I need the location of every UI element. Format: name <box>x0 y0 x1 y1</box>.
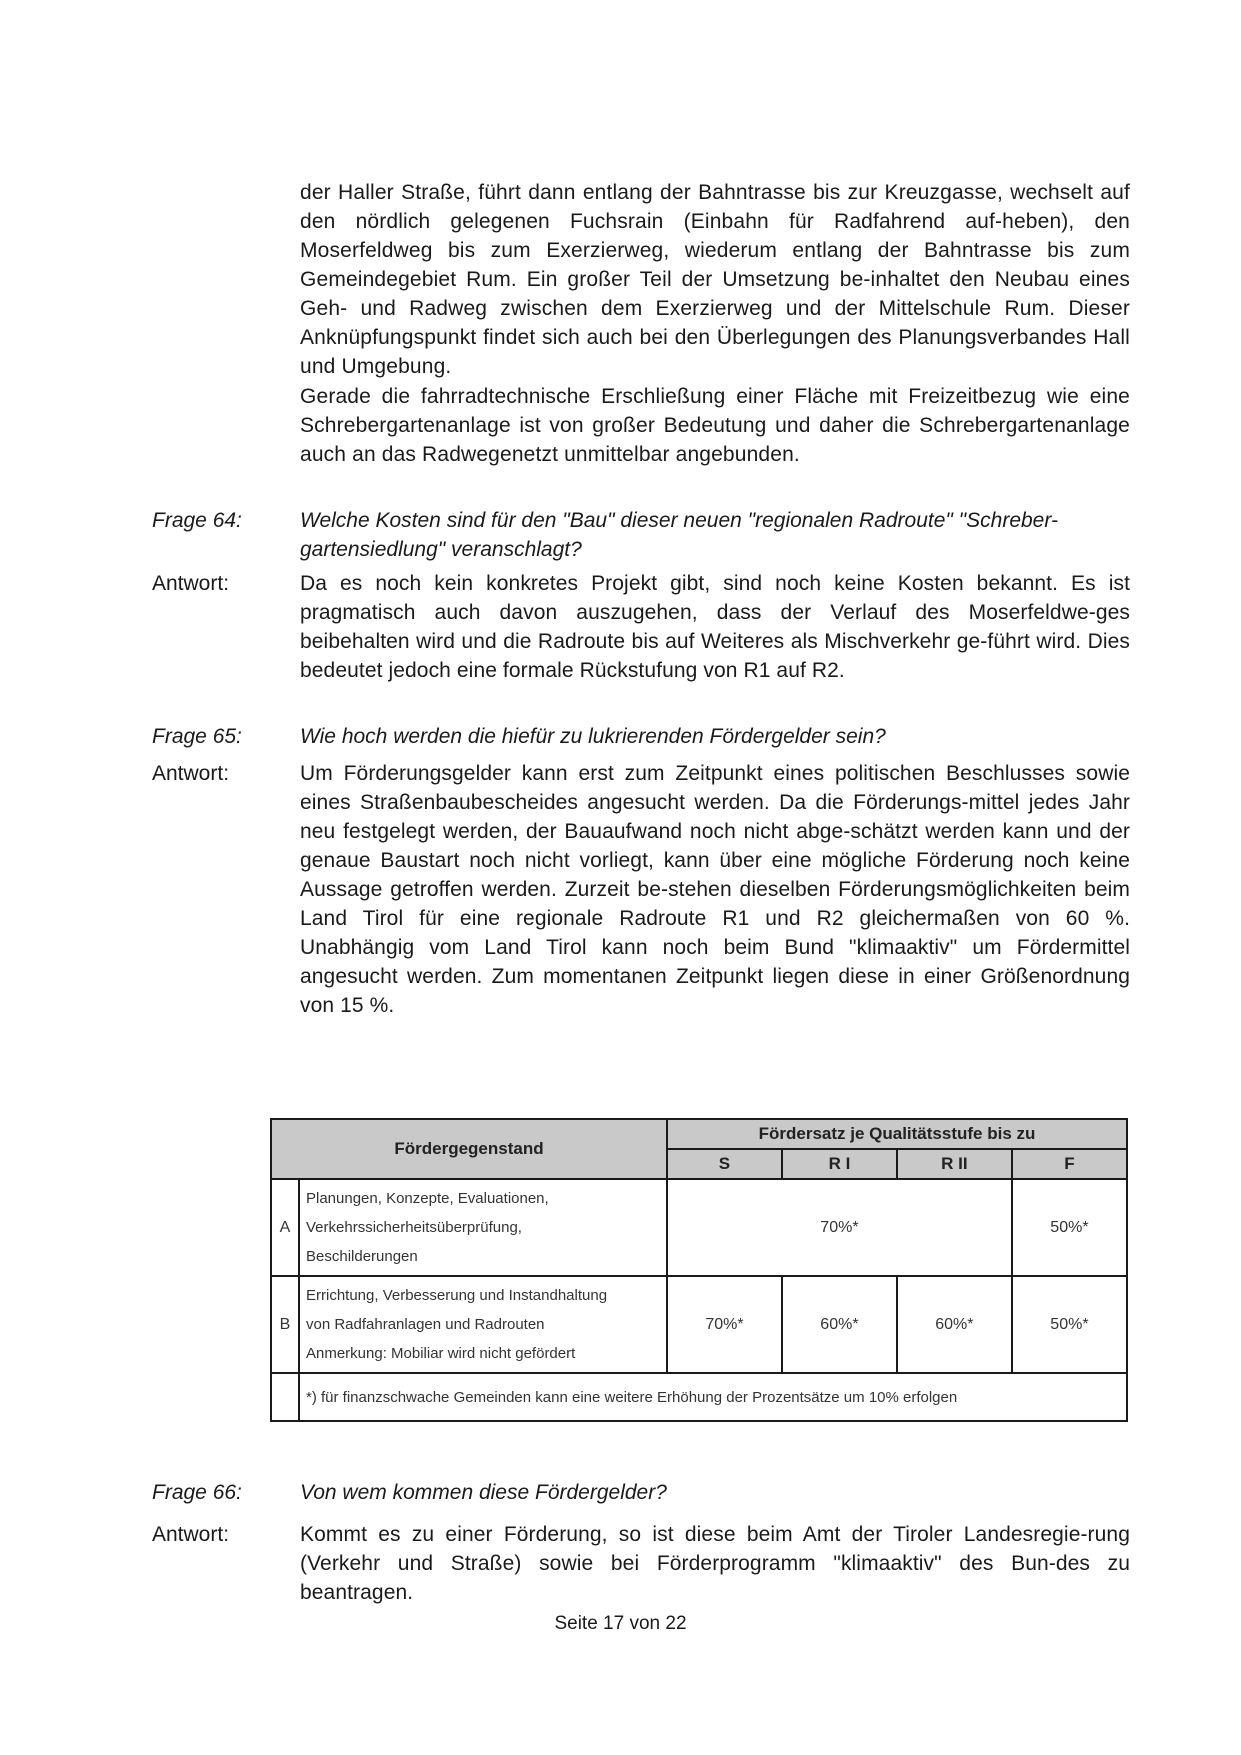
rate-s-r1-r2: 70%* <box>667 1179 1012 1276</box>
answer-label-66: Antwort: <box>152 1523 230 1546</box>
header-level-r2: R II <box>897 1149 1012 1179</box>
header-rate: Fördersatz je Qualitätsstufe bis zu <box>667 1119 1127 1149</box>
description-line: Planungen, Konzepte, Evaluationen, <box>306 1190 549 1207</box>
question-66: Von wem kommen diese Fördergelder? <box>300 1481 667 1504</box>
header-subject: Fördergegenstand <box>271 1119 667 1179</box>
description-line: Beschilderungen <box>306 1248 418 1265</box>
description-line: Anmerkung: Mobiliar wird nicht gefördert <box>306 1345 576 1362</box>
answer-64: Da es noch kein konkretes Projekt gibt, sind noch keine Kosten bekannt. Es ist pragmatisch auch davon auszugehen, dass der Verlauf des Moserfeldwe-ges beibehalten wird und die Radroute bis auf Weiteres als Mischverkehr ge-führt wird. Dies bedeutet jedoch eine formale Rückstufung von R1 auf R2. <box>300 572 1130 682</box>
answer-label-64: Antwort: <box>152 572 230 595</box>
rate-r2: 60%* <box>897 1276 1012 1373</box>
question-label-64: Frage 64: <box>152 509 242 532</box>
rate-s: 70%* <box>667 1276 782 1373</box>
footnote-spacer <box>271 1373 299 1421</box>
table-footnote: *) für finanzschwache Gemeinden kann eine weitere Erhöhung der Prozentsätze um 10% erfolgen <box>299 1373 1127 1421</box>
row-description <box>299 1276 667 1373</box>
row-letter: A <box>271 1179 299 1276</box>
row-description <box>299 1179 667 1276</box>
page-number: Seite 17 von 22 <box>554 1613 687 1634</box>
answer-label-65: Antwort: <box>152 762 230 785</box>
answer-66: Kommt es zu einer Förderung, so ist diese beim Amt der Tiroler Landesregie-rung (Verkehr und Straße) sowie bei Förderprogramm "klimaaktiv" des Bun-des zu beantragen. <box>300 1523 1130 1604</box>
question-label-65: Frage 65: <box>152 725 242 748</box>
rate-f: 50%* <box>1012 1179 1127 1276</box>
header-level-f: F <box>1012 1149 1127 1179</box>
header-level-r1: R I <box>782 1149 897 1179</box>
rate-r1: 60%* <box>782 1276 897 1373</box>
question-64: Welche Kosten sind für den "Bau" dieser neuen "regionalen Radroute" "Schreber-gartensiedlung" veranschlagt? <box>300 509 1058 561</box>
table-row-a <box>271 1179 1127 1276</box>
table-row-b <box>271 1276 1127 1373</box>
question-label-66: Frage 66: <box>152 1481 242 1504</box>
funding-rate-table <box>270 1118 1128 1422</box>
question-65: Wie hoch werden die hiefür zu lukrierenden Fördergelder sein? <box>300 725 886 748</box>
description-line: von Radfahranlagen und Radrouten <box>306 1316 545 1333</box>
table-footnote-row <box>271 1373 1127 1421</box>
description-line: Errichtung, Verbesserung und Instandhaltung <box>306 1287 608 1304</box>
intro-paragraph-2: Gerade die fahrradtechnische Erschließung einer Fläche mit Freizeitbezug wie eine Schrebergartenanlage ist von großer Bedeutung und daher die Schrebergartenanlage auch an das Radwegenetzt unmittelbar angebunden. <box>300 385 1130 466</box>
rate-f: 50%* <box>1012 1276 1127 1373</box>
row-letter: B <box>271 1276 299 1373</box>
description-line: Verkehrssicherheitsüberprüfung, <box>306 1219 522 1236</box>
answer-65: Um Förderungsgelder kann erst zum Zeitpunkt eines politischen Beschlusses sowie eines Straßenbaubescheides angesucht werden. Da die Förderungs-mittel jedes Jahr neu festgelegt werden, der Bauaufwand noch nicht abge-schätzt werden kann und der genaue Baustart noch nicht vorliegt, kann über eine mögliche Förderung noch keine Aussage getroffen werden. Zurzeit be-stehen dieselben Förderungsmöglichkeiten beim Land Tirol für eine regionale Radroute R1 und R2 gleichermaßen von 60 %. Unabhängig vom Land Tirol kann noch beim Bund "klimaaktiv" um Fördermittel angesucht werden. Zum momentanen Zeitpunkt liegen diese in einer Größenordnung von 15 %. <box>300 762 1130 1017</box>
header-level-s: S <box>667 1149 782 1179</box>
intro-paragraph-1: der Haller Straße, führt dann entlang der Bahntrasse bis zur Kreuzgasse, wechselt auf den nördlich gelegenen Fuchsrain (Einbahn für Radfahrend auf-heben), den Moserfeldweg bis zum Exerzierweg, wiederum entlang der Bahntrasse bis zum Gemeindegebiet Rum. Ein großer Teil der Umsetzung be-inhaltet den Neubau eines Geh- und Radweg zwischen dem Exerzierweg und der Mittelschule Rum. Dieser Anknüpfungspunkt findet sich auch bei den Überlegungen des Planungsverbandes Hall und Umgebung. <box>300 181 1130 378</box>
